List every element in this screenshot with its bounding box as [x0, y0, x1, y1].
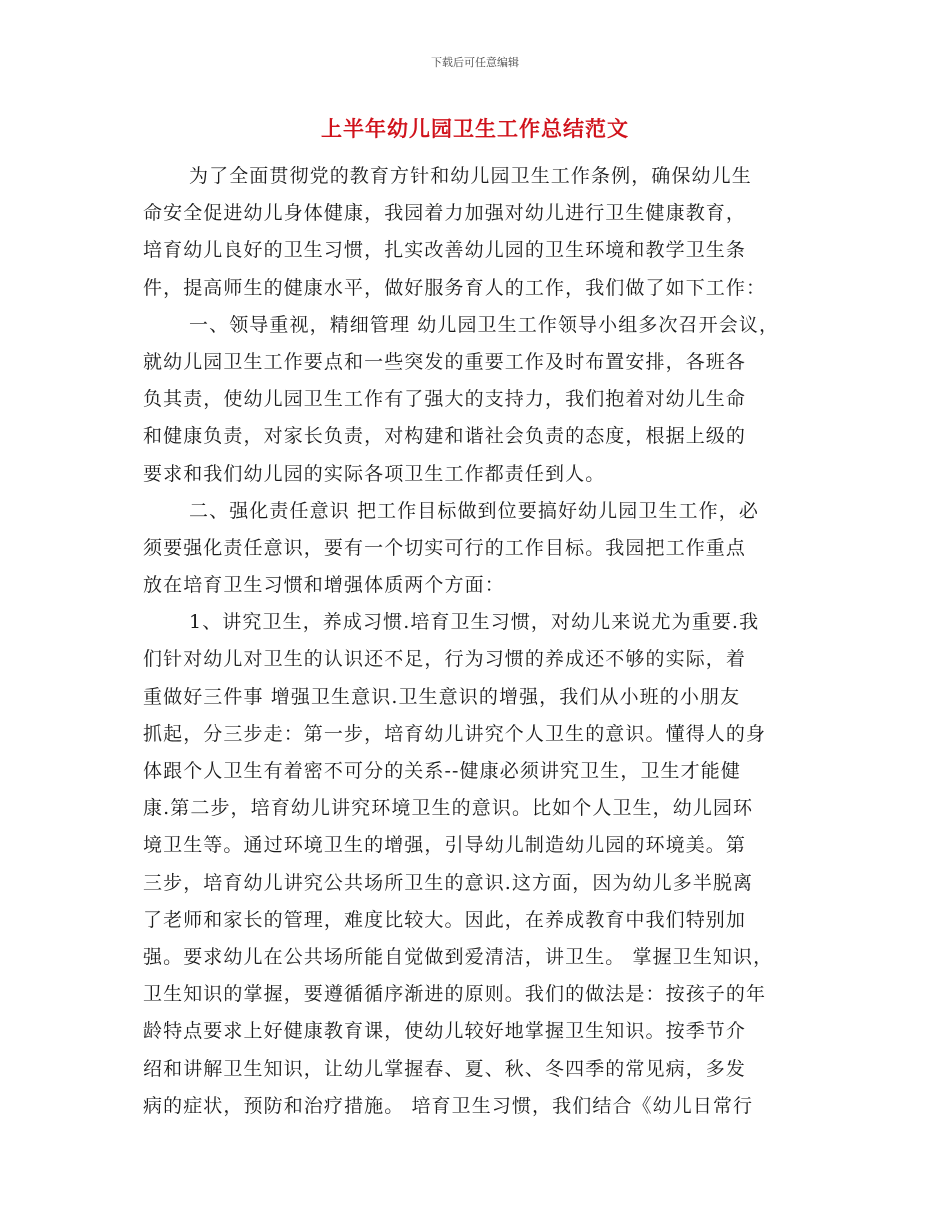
text-line: 要求和我们幼儿园的实际各项卫生工作都责任到人。	[143, 462, 606, 485]
text-line: 重做好三件事 增强卫生意识.卫生意识的增强，我们从小班的小朋友	[143, 685, 741, 708]
text-line: 卫生知识的掌握，要遵循循序渐进的原则。我们的做法是：按孩子的年	[143, 983, 767, 1006]
text-line: 龄特点要求上好健康教育课，使幼儿较好地掌握卫生知识。按季节介	[143, 1020, 747, 1043]
text-line: 1、讲究卫生，养成习惯.培育卫生习惯，对幼儿来说尤为重要.我	[189, 611, 760, 634]
text-line: 放在培育卫生习惯和增强体质两个方面：	[143, 574, 505, 597]
text-line: 绍和讲解卫生知识，让幼儿掌握春、夏、秋、冬四季的常见病，多发	[143, 1057, 747, 1080]
text-line: 了老师和家长的管理，难度比较大。因此，在养成教育中我们特别加	[143, 908, 747, 931]
text-line: 件，提高师生的健康水平，做好服务育人的工作，我们做了如下工作：	[143, 276, 767, 299]
text-line: 体跟个人卫生有着密不可分的关系--健康必须讲究卫生，卫生才能健	[143, 760, 741, 782]
text-line: 为了全面贯彻党的教育方针和幼儿园卫生工作条例，确保幼儿生	[189, 165, 752, 187]
text-line: 命安全促进幼儿身体健康，我园着力加强对幼儿进行卫生健康教育，	[143, 202, 747, 225]
text-line: 境卫生等。通过环境卫生的增强，引导幼儿制造幼儿园的环境美。第	[143, 834, 747, 857]
text-line: 三步，培育幼儿讲究公共场所卫生的意识.这方面，因为幼儿多半脱离	[143, 871, 754, 894]
text-line: 和健康负责，对家长负责，对构建和谐社会负责的态度，根据上级的	[143, 425, 747, 448]
text-line: 培育幼儿良好的卫生习惯，扎实改善幼儿园的卫生环境和教学卫生条	[143, 239, 747, 262]
text-line: 就幼儿园卫生工作要点和一些突发的重要工作及时布置安排，各班各	[143, 350, 747, 373]
text-line: 二、强化责任意识 把工作目标做到位要搞好幼儿园卫生工作，必	[189, 499, 759, 522]
document-body	[143, 158, 823, 1125]
text-line: 一、领导重视，精细管理 幼儿园卫生工作领导小组多次召开会议，	[189, 313, 780, 336]
text-line: 们针对幼儿对卫生的认识还不足，行为习惯的养成还不够的实际，着	[143, 648, 747, 671]
text-line: 康.第二步，培育幼儿讲究环境卫生的意识。比如个人卫生，幼儿园环	[143, 797, 754, 820]
text-line: 病的症状，预防和治疗措施。 培育卫生习惯，我们结合《幼儿日常行	[143, 1094, 754, 1117]
text-line: 强。要求幼儿在公共场所能自觉做到爱清洁，讲卫生。 掌握卫生知识，	[143, 945, 774, 968]
text-line: 抓起，分三步走：第一步，培育幼儿讲究个人卫生的意识。懂得人的身	[143, 722, 767, 745]
text-line: 负其责，使幼儿园卫生工作有了强大的支持力，我们抱着对幼儿生命	[143, 388, 747, 411]
text-line: 须要强化责任意识，要有一个切实可行的工作目标。我园把工作重点	[143, 536, 747, 559]
header-note: 下载后可任意编辑	[431, 56, 519, 69]
document-title: 上半年幼儿园卫生工作总结范文	[321, 117, 629, 141]
